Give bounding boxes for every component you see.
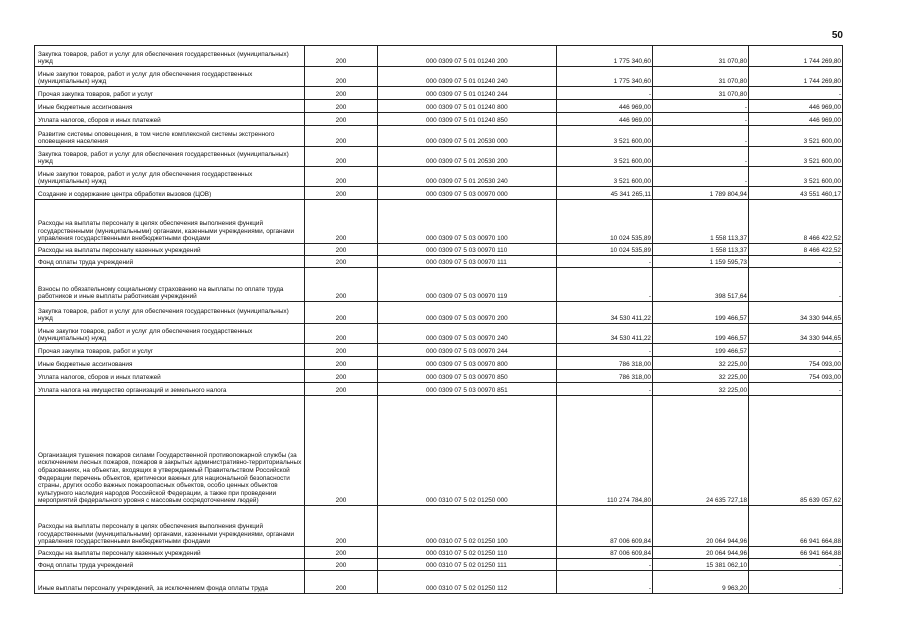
row-executed-amount-cell: 1 159 595,73: [653, 256, 749, 268]
row-name-cell: Иные бюджетные ассигнования: [35, 357, 305, 370]
row-executed-amount-cell: 32 225,00: [653, 370, 749, 383]
row-unexecuted-amount-cell: 3 521 600,00: [749, 167, 843, 187]
row-approved-amount-cell: -: [557, 383, 653, 396]
table-row: [35, 302, 843, 324]
row-classification-code-cell: 000 0309 07 5 01 01240 850: [378, 113, 557, 126]
row-approved-amount-cell: 87 006 609,84: [557, 506, 653, 547]
row-executed-amount-cell: 20 064 944,96: [653, 506, 749, 547]
row-line-code-cell: 200: [305, 302, 378, 324]
row-line-code-cell: 200: [305, 113, 378, 126]
row-line-code-cell: 200: [305, 344, 378, 357]
table-row: [35, 571, 843, 594]
row-name-cell: Иные закупки товаров, работ и услуг для обеспечения государственных (муниципальных) нужд: [35, 324, 305, 344]
row-line-code-cell: 200: [305, 46, 378, 67]
row-unexecuted-amount-cell: 34 330 944,65: [749, 324, 843, 344]
row-executed-amount-cell: 31 070,80: [653, 67, 749, 87]
row-approved-amount-cell: 446 969,00: [557, 113, 653, 126]
row-classification-code-cell: 000 0309 07 5 01 20530 240: [378, 167, 557, 187]
row-line-code-cell: 200: [305, 187, 378, 200]
row-executed-amount-cell: 9 963,20: [653, 571, 749, 594]
row-approved-amount-cell: -: [557, 87, 653, 100]
row-approved-amount-cell: 45 341 265,11: [557, 187, 653, 200]
row-unexecuted-amount-cell: 754 093,00: [749, 357, 843, 370]
row-line-code-cell: 200: [305, 256, 378, 268]
row-executed-amount-cell: 199 466,57: [653, 344, 749, 357]
row-line-code-cell: 200: [305, 506, 378, 547]
row-executed-amount-cell: 32 225,00: [653, 357, 749, 370]
row-name-cell: Иные бюджетные ассигнования: [35, 100, 305, 113]
row-line-code-cell: 200: [305, 67, 378, 87]
row-unexecuted-amount-cell: 446 969,00: [749, 113, 843, 126]
row-name-cell: Взносы по обязательному социальному страхованию на выплаты по оплате труда работников и иные выплаты работникам учреждений: [35, 268, 305, 302]
row-classification-code-cell: 000 0310 07 5 02 01250 111: [378, 559, 557, 571]
table-row: [35, 126, 843, 147]
row-executed-amount-cell: -: [653, 167, 749, 187]
row-approved-amount-cell: 110 274 784,80: [557, 396, 653, 506]
row-line-code-cell: 200: [305, 126, 378, 147]
table-row: [35, 100, 843, 113]
row-unexecuted-amount-cell: 66 941 664,88: [749, 547, 843, 559]
row-name-cell: Прочая закупка товаров, работ и услуг: [35, 87, 305, 100]
row-line-code-cell: 200: [305, 357, 378, 370]
row-approved-amount-cell: 3 521 600,00: [557, 147, 653, 167]
row-unexecuted-amount-cell: 3 521 600,00: [749, 147, 843, 167]
table-row: [35, 506, 843, 547]
row-approved-amount-cell: 10 024 535,89: [557, 244, 653, 256]
row-name-cell: Фонд оплаты труда учреждений: [35, 559, 305, 571]
table-row: [35, 167, 843, 187]
row-classification-code-cell: 000 0309 07 5 01 01240 200: [378, 46, 557, 67]
row-name-cell: Расходы на выплаты персоналу казенных учреждений: [35, 244, 305, 256]
row-name-cell: Создание и содержание центра обработки вызовов (ЦОВ): [35, 187, 305, 200]
row-executed-amount-cell: 24 635 727,18: [653, 396, 749, 506]
row-executed-amount-cell: -: [653, 126, 749, 147]
row-unexecuted-amount-cell: 754 093,00: [749, 370, 843, 383]
row-executed-amount-cell: 1 789 804,94: [653, 187, 749, 200]
row-executed-amount-cell: 199 466,57: [653, 302, 749, 324]
table-row: [35, 67, 843, 87]
row-executed-amount-cell: 199 466,57: [653, 324, 749, 344]
table-row: [35, 268, 843, 302]
row-approved-amount-cell: 1 775 340,60: [557, 67, 653, 87]
row-unexecuted-amount-cell: 43 551 460,17: [749, 187, 843, 200]
row-executed-amount-cell: 15 381 062,10: [653, 559, 749, 571]
row-classification-code-cell: 000 0309 07 5 03 00970 851: [378, 383, 557, 396]
row-name-cell: Уплата налогов, сборов и иных платежей: [35, 370, 305, 383]
row-classification-code-cell: 000 0309 07 5 01 01240 800: [378, 100, 557, 113]
row-line-code-cell: 200: [305, 383, 378, 396]
row-line-code-cell: 200: [305, 167, 378, 187]
row-approved-amount-cell: 34 530 411,22: [557, 302, 653, 324]
page-number: 50: [831, 30, 843, 41]
row-executed-amount-cell: -: [653, 147, 749, 167]
row-unexecuted-amount-cell: -: [749, 559, 843, 571]
row-unexecuted-amount-cell: 34 330 944,65: [749, 302, 843, 324]
row-executed-amount-cell: 398 517,64: [653, 268, 749, 302]
row-name-cell: Организация тушения пожаров силами Государственной противопожарной службы (за исключением лесных пожаров, пожаров в закрытых административно-территориальных образованиях, на объектах, входящих в утверждаемый Правительством Российской Федерации перечень объектов, критически важных для национальной безопасности страны, других особо важных пожароопасных объектов, особо ценных объектов культурного наследия народов Российской Федерации, а также при проведении мероприятий федерального уровня с массовым сосредоточением людей): [35, 396, 305, 506]
row-classification-code-cell: 000 0309 07 5 03 00970 244: [378, 344, 557, 357]
row-name-cell: Иные закупки товаров, работ и услуг для обеспечения государственных (муниципальных) нужд: [35, 167, 305, 187]
row-classification-code-cell: 000 0309 07 5 03 00970 200: [378, 302, 557, 324]
table-row: [35, 256, 843, 268]
row-approved-amount-cell: 3 521 600,00: [557, 167, 653, 187]
row-classification-code-cell: 000 0309 07 5 03 00970 110: [378, 244, 557, 256]
row-executed-amount-cell: -: [653, 113, 749, 126]
row-unexecuted-amount-cell: -: [749, 256, 843, 268]
row-unexecuted-amount-cell: 8 466 422,52: [749, 244, 843, 256]
row-approved-amount-cell: -: [557, 571, 653, 594]
table-row: [35, 87, 843, 100]
row-approved-amount-cell: 786 318,00: [557, 357, 653, 370]
table-row: [35, 46, 843, 67]
row-line-code-cell: 200: [305, 396, 378, 506]
row-name-cell: Иные закупки товаров, работ и услуг для обеспечения государственных (муниципальных) нужд: [35, 67, 305, 87]
row-classification-code-cell: 000 0309 07 5 03 00970 240: [378, 324, 557, 344]
row-unexecuted-amount-cell: -: [749, 344, 843, 357]
row-approved-amount-cell: -: [557, 256, 653, 268]
table-row: [35, 244, 843, 256]
table-row: [35, 383, 843, 396]
table-row: [35, 357, 843, 370]
row-unexecuted-amount-cell: -: [749, 383, 843, 396]
row-classification-code-cell: 000 0310 07 5 02 01250 112: [378, 571, 557, 594]
row-unexecuted-amount-cell: 85 639 057,62: [749, 396, 843, 506]
row-classification-code-cell: 000 0309 07 5 03 00970 111: [378, 256, 557, 268]
row-unexecuted-amount-cell: 446 969,00: [749, 100, 843, 113]
row-name-cell: Расходы на выплаты персоналу в целях обеспечения выполнения функций государственными (муниципальными) органами, казенными учреждениями, органами управления государственными внебюджетными фондами: [35, 200, 305, 244]
row-approved-amount-cell: 10 024 535,89: [557, 200, 653, 244]
row-name-cell: Уплата налогов, сборов и иных платежей: [35, 113, 305, 126]
row-line-code-cell: 200: [305, 559, 378, 571]
table-row: [35, 187, 843, 200]
row-name-cell: Развитие системы оповещения, в том числе комплексной системы экстренного оповещения населения: [35, 126, 305, 147]
row-classification-code-cell: 000 0309 07 5 03 00970 000: [378, 187, 557, 200]
row-classification-code-cell: 000 0309 07 5 01 20530 000: [378, 126, 557, 147]
row-classification-code-cell: 000 0309 07 5 01 20530 200: [378, 147, 557, 167]
row-approved-amount-cell: -: [557, 344, 653, 357]
row-line-code-cell: 200: [305, 100, 378, 113]
row-approved-amount-cell: -: [557, 268, 653, 302]
row-approved-amount-cell: 446 969,00: [557, 100, 653, 113]
table-row: [35, 147, 843, 167]
row-approved-amount-cell: -: [557, 559, 653, 571]
row-line-code-cell: 200: [305, 370, 378, 383]
row-approved-amount-cell: 34 530 411,22: [557, 324, 653, 344]
table-row: [35, 547, 843, 559]
row-line-code-cell: 200: [305, 87, 378, 100]
row-line-code-cell: 200: [305, 571, 378, 594]
row-approved-amount-cell: 87 006 609,84: [557, 547, 653, 559]
row-approved-amount-cell: 786 318,00: [557, 370, 653, 383]
row-name-cell: Расходы на выплаты персоналу казенных учреждений: [35, 547, 305, 559]
row-unexecuted-amount-cell: -: [749, 268, 843, 302]
row-classification-code-cell: 000 0309 07 5 03 00970 800: [378, 357, 557, 370]
row-executed-amount-cell: 32 225,00: [653, 383, 749, 396]
row-line-code-cell: 200: [305, 547, 378, 559]
row-executed-amount-cell: 31 070,80: [653, 46, 749, 67]
table-body: [35, 46, 843, 594]
row-name-cell: Закупка товаров, работ и услуг для обеспечения государственных (муниципальных) нужд: [35, 46, 305, 67]
row-unexecuted-amount-cell: 3 521 600,00: [749, 126, 843, 147]
row-unexecuted-amount-cell: 8 466 422,52: [749, 200, 843, 244]
row-line-code-cell: 200: [305, 324, 378, 344]
row-name-cell: Иные выплаты персоналу учреждений, за исключением фонда оплаты труда: [35, 571, 305, 594]
row-executed-amount-cell: 1 558 113,37: [653, 244, 749, 256]
row-approved-amount-cell: 1 775 340,60: [557, 46, 653, 67]
row-classification-code-cell: 000 0309 07 5 01 01240 244: [378, 87, 557, 100]
row-classification-code-cell: 000 0310 07 5 02 01250 000: [378, 396, 557, 506]
row-executed-amount-cell: 1 558 113,37: [653, 200, 749, 244]
row-unexecuted-amount-cell: 1 744 269,80: [749, 67, 843, 87]
row-executed-amount-cell: -: [653, 100, 749, 113]
table-row: [35, 370, 843, 383]
row-executed-amount-cell: 31 070,80: [653, 87, 749, 100]
row-classification-code-cell: 000 0310 07 5 02 01250 100: [378, 506, 557, 547]
row-unexecuted-amount-cell: 66 941 664,88: [749, 506, 843, 547]
table-row: [35, 324, 843, 344]
row-executed-amount-cell: 20 064 944,96: [653, 547, 749, 559]
table-row: [35, 113, 843, 126]
table-row: [35, 200, 843, 244]
budget-execution-table: [34, 45, 843, 594]
row-line-code-cell: 200: [305, 244, 378, 256]
row-name-cell: Расходы на выплаты персоналу в целях обеспечения выполнения функций государственными (муниципальными) органами, казенными учреждениями, органами управления государственными внебюджетными фондами: [35, 506, 305, 547]
row-name-cell: Фонд оплаты труда учреждений: [35, 256, 305, 268]
row-unexecuted-amount-cell: -: [749, 571, 843, 594]
row-classification-code-cell: 000 0309 07 5 03 00970 100: [378, 200, 557, 244]
row-classification-code-cell: 000 0310 07 5 02 01250 110: [378, 547, 557, 559]
row-classification-code-cell: 000 0309 07 5 01 01240 240: [378, 67, 557, 87]
row-name-cell: Закупка товаров, работ и услуг для обеспечения государственных (муниципальных) нужд: [35, 147, 305, 167]
row-line-code-cell: 200: [305, 147, 378, 167]
row-unexecuted-amount-cell: -: [749, 87, 843, 100]
row-name-cell: Уплата налога на имущество организаций и земельного налога: [35, 383, 305, 396]
row-approved-amount-cell: 3 521 600,00: [557, 126, 653, 147]
row-classification-code-cell: 000 0309 07 5 03 00970 119: [378, 268, 557, 302]
table-row: [35, 559, 843, 571]
row-name-cell: Закупка товаров, работ и услуг для обеспечения государственных (муниципальных) нужд: [35, 302, 305, 324]
row-line-code-cell: 200: [305, 268, 378, 302]
row-line-code-cell: 200: [305, 200, 378, 244]
table-row: [35, 396, 843, 506]
table-row: [35, 344, 843, 357]
row-unexecuted-amount-cell: 1 744 269,80: [749, 46, 843, 67]
row-name-cell: Прочая закупка товаров, работ и услуг: [35, 344, 305, 357]
row-classification-code-cell: 000 0309 07 5 03 00970 850: [378, 370, 557, 383]
